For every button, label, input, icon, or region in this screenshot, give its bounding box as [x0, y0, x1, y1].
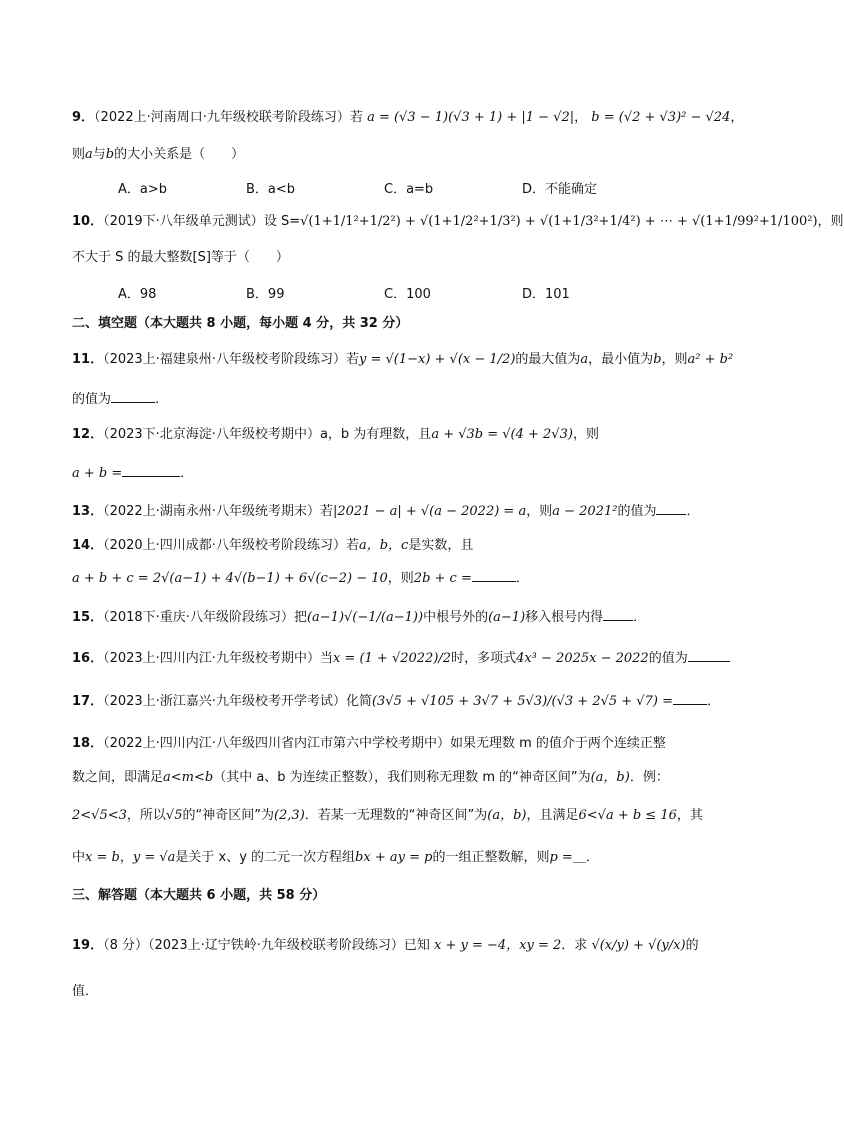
section2-heading: 二、填空题（本大题共 8 小题，每小题 4 分，共 32 分）: [72, 316, 409, 331]
q11-number: 11．: [72, 352, 104, 367]
q18-number: 18．: [72, 736, 104, 751]
q10-source: （2019下·八年级单元测试）: [103, 214, 264, 229]
q19-expr: √(x/y) + √(y/x): [591, 938, 686, 953]
q18-ineq: a<m<b: [163, 770, 214, 785]
q14-text3: ，则: [387, 571, 414, 586]
q14-text1: 若: [345, 538, 359, 553]
q9-option-a[interactable]: A．a>b: [118, 182, 168, 197]
q11-var-a: a: [580, 352, 589, 367]
q18-line3b-text: 的“神奇区间”为: [182, 808, 274, 823]
q10-option-c[interactable]: C．100: [384, 287, 431, 302]
q18-condition: 6<√a + b ≤ 16: [578, 808, 677, 823]
q13-text2: ，则: [526, 504, 553, 519]
q16-line1: [72, 647, 734, 669]
q18-line3c-text: ．若某一无理数的“神奇区间”为: [304, 808, 488, 823]
q18-sqrt5: √5: [165, 808, 183, 823]
q12-number: 12．: [72, 427, 104, 442]
q16-text2: 时，多项式: [451, 651, 517, 666]
q9-option-d[interactable]: D．不能确定: [522, 182, 598, 197]
q19-text2: ．求: [561, 938, 588, 953]
q14-line2: a + b + c = 2√(a−1) + 4√(b−1) + 6√(c−2) − 10，则2b + c = ．: [72, 567, 734, 589]
q9-line1: 9．（2022上·河南周口·九年级校联考阶段练习）若 a = (√3 − 1)(√3 + 1) + |1 − √2|， b = (√2 + √3)² − √24，: [72, 110, 744, 125]
q16-number: 16．: [72, 651, 104, 666]
q18-example-interval: (2,3): [273, 808, 305, 823]
q18-source: （2022上·四川内江·八年级四川省内江市第六中学校考期中）: [103, 736, 450, 751]
q19-line1: [72, 936, 734, 956]
q18-line2: [72, 768, 734, 788]
q11-text3: ，最小值为: [588, 352, 654, 367]
q14-answer-blank[interactable]: [472, 567, 516, 582]
q18-line3: [72, 806, 734, 826]
q18-interval: (a，b): [590, 770, 630, 785]
q19-text1: 已知: [403, 938, 430, 953]
q14-expr: 2b + c =: [413, 571, 472, 586]
q18-system: bx + ay = p: [355, 850, 433, 865]
q10-option-b[interactable]: B．99: [246, 287, 285, 302]
q11-answer-blank[interactable]: [111, 388, 155, 403]
q11-line1: [72, 350, 734, 370]
q11-text2: 的最大值为: [515, 352, 581, 367]
q18-interval-ab: (a，b): [487, 808, 527, 823]
q17-text1: 化简: [345, 694, 372, 709]
q11-text4: ，则: [661, 352, 688, 367]
q9-source: （2022上·河南周口·九年级校联考阶段练习）: [94, 110, 350, 125]
q14-text2: 是实数，且: [408, 538, 474, 553]
q13-expr: a − 2021²: [552, 504, 618, 519]
q11-line2: 的值为 .: [72, 388, 734, 410]
q14-number: 14．: [72, 538, 104, 553]
q16-text3: 的值为: [648, 651, 688, 666]
q18-line4a-text: 中: [72, 850, 86, 865]
q9-formula-a: a = (√3 − 1)(√3 + 1) + |1 − √2|: [367, 110, 575, 125]
q15-formula: (a−1)√(−1/(a−1)): [306, 610, 424, 625]
q18-line2c-text: ．例：: [629, 770, 669, 785]
q9-option-c[interactable]: C．a=b: [384, 182, 434, 197]
q10-line2: 不大于 S 的最大整数[S]等于（ ）: [72, 250, 289, 265]
q18-line3d-text: ，且满足: [526, 808, 579, 823]
q13-answer-blank[interactable]: [656, 500, 686, 515]
q18-line2b-text: （其中 a、b 为连续正整数），我们则称无理数 m 的“神奇区间”为: [213, 770, 591, 785]
q18-p-eq: p =: [549, 850, 573, 865]
q14-vars: a，b，c: [358, 538, 409, 553]
q16-source: （2023上·四川内江·九年级校考期中）: [103, 651, 320, 666]
q19-text3: 的: [685, 938, 699, 953]
q17-number: 17．: [72, 694, 104, 709]
q13-source: （2022上·湖南永州·八年级统考期末）: [103, 504, 320, 519]
q18-line4d-text: 的一组正整数解，则: [432, 850, 550, 865]
q18-line4: [72, 848, 734, 868]
q9-number: 9．: [72, 110, 95, 125]
q12-source: （2023下·北京海淀·八年级校考期中）: [103, 427, 320, 442]
q13-formula: |2021 − a| + √(a − 2022) = a: [332, 504, 527, 519]
q12-answer-blank[interactable]: [122, 462, 180, 477]
section3-heading: 三、解答题（本大题共 6 小题，共 58 分）: [72, 888, 326, 903]
q15-factor: (a−1): [488, 610, 526, 625]
q14-formula: a + b + c = 2√(a−1) + 4√(b−1) + 6√(c−2) − 10: [72, 571, 388, 586]
q9-text: 若: [349, 110, 363, 125]
q11-text1: 若: [345, 352, 359, 367]
q19-line2: 值．: [72, 984, 99, 999]
q10-stem-end: ，则: [817, 214, 844, 229]
q11-var-b: b: [653, 352, 662, 367]
q11-source: （2023上·福建泉州·八年级校考阶段练习）: [103, 352, 346, 367]
q14-source: （2020上·四川成都·八年级校考阶段练习）: [103, 538, 346, 553]
q10-formula: √(1+1/1²+1/2²) + √(1+1/2²+1/3²) + √(1+1/3²+1/4²) + ⋯ + √(1+1/99²+1/100²): [300, 214, 818, 229]
q15-number: 15．: [72, 610, 104, 625]
q18-y-eq: y = √a: [132, 850, 176, 865]
q9-stem-end: 的大小关系是（ ）: [114, 147, 245, 162]
q9-option-b[interactable]: B．a<b: [246, 182, 296, 197]
q18-line4b-text: ，: [119, 850, 133, 865]
q16-poly: 4x³ − 2025x − 2022: [516, 651, 649, 666]
q18-x-eq: x = b: [85, 850, 120, 865]
q12-text1: a，b 为有理数，且: [319, 427, 432, 442]
q16-text1: 当: [319, 651, 333, 666]
q12-text2: ，则: [572, 427, 599, 442]
q12-line1: [72, 425, 734, 445]
q17-line1: 17．（2023上·浙江嘉兴·九年级校考开学考试）化简(3√5 + √105 + 3√7 + 5√3)/(√3 + 2√5 + √7) = ．: [72, 690, 734, 712]
q12-line2: a + b = ．: [72, 462, 734, 484]
q16-answer-blank[interactable]: [688, 647, 730, 662]
q15-source: （2018下·重庆·八年级阶段练习）: [103, 610, 294, 625]
q9-line2: 则a与b的大小关系是（ ）: [72, 147, 245, 162]
q18-line4c-text: 是关于 x、y 的二元一次方程组: [175, 850, 356, 865]
q19-source: （2023上·辽宁铁岭·九年级校联考阶段练习）: [148, 938, 404, 953]
q10-line1: [72, 212, 844, 232]
q17-answer-blank[interactable]: [673, 690, 707, 705]
q14-line1: [72, 536, 734, 556]
q16-formula: x = (1 + √2022)/2: [332, 651, 452, 666]
q13-line1: 13．（2022上·湖南永州·八年级统考期末）若|2021 − a| + √(a − 2022) = a，则a − 2021²的值为 ．: [72, 500, 734, 522]
q18-line1: [72, 734, 734, 754]
q15-text2: 中根号外的: [423, 610, 489, 625]
q13-text1: 若: [319, 504, 333, 519]
q18-line3e-text: ，其: [676, 808, 703, 823]
q11-line2-text: 的值为: [72, 392, 112, 407]
q19-conditions: x + y = −4，xy = 2: [434, 938, 562, 953]
q19-points: （8 分）: [103, 938, 148, 953]
q18-answer-blank[interactable]: ＿．: [572, 850, 599, 865]
q10-stem: 设 S=: [263, 214, 301, 229]
q10-option-a[interactable]: A．98: [118, 287, 157, 302]
q15-text1: 把: [293, 610, 307, 625]
q9-formula-b: b = (√2 + √3)² − √24: [591, 110, 731, 125]
q9-var-b: b: [105, 147, 115, 162]
q18-example: 2<√5<3: [72, 808, 127, 823]
q18-line3a-text: ，所以: [126, 808, 166, 823]
q11-expr: a² + b²: [687, 352, 734, 367]
q17-formula: (3√5 + √105 + 3√7 + 5√3)/(√3 + 2√5 + √7) =: [371, 694, 673, 709]
q15-text3: 移入根号内得: [525, 610, 604, 625]
q9-line2-text: 则: [72, 147, 86, 162]
q17-source: （2023上·浙江嘉兴·九年级校考开学考试）: [103, 694, 346, 709]
q13-text3: 的值为: [617, 504, 657, 519]
q10-number: 10．: [72, 214, 104, 229]
q18-line1-text: 如果无理数 m 的值介于两个连续正整: [449, 736, 666, 751]
q18-line2-text: 数之间，即满足: [72, 770, 164, 785]
q13-number: 13．: [72, 504, 104, 519]
q11-formula: y = √(1−x) + √(x − 1/2): [358, 352, 516, 367]
q15-line1: 15．（2018下·重庆·八年级阶段练习）把(a−1)√(−1/(a−1))中根号外的(a−1)移入根号内得 ．: [72, 606, 734, 628]
q15-answer-blank[interactable]: [603, 606, 633, 621]
q19-number: 19．: [72, 938, 104, 953]
q9-var-a: a: [85, 147, 93, 162]
q10-option-d[interactable]: D．101: [522, 287, 570, 302]
q12-formula: a + √3b = √(4 + 2√3): [431, 427, 573, 442]
q12-expr: a + b =: [72, 466, 123, 481]
